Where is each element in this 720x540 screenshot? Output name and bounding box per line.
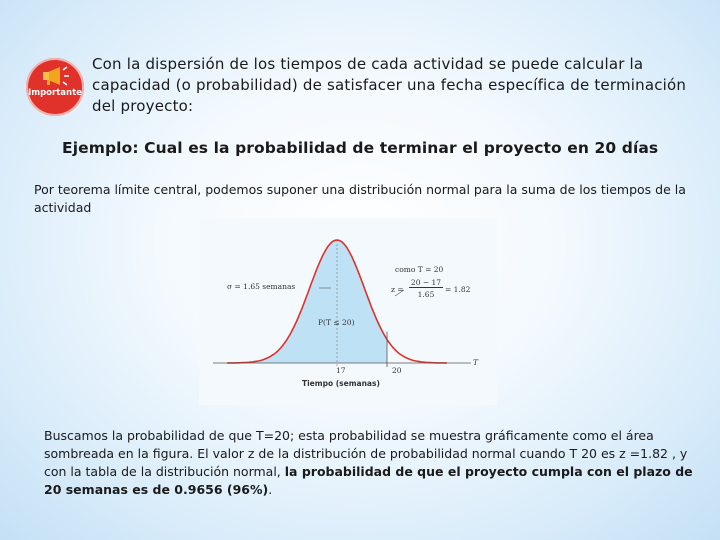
conclusion-body: Buscamos la probabilidad de que T=20; esta probabilidad se muestra gráficamente como el área sombreada en la figura. El valor z de la distribución de probabilidad normal cuando T 20 es z =1.82 , y con la tabla de la distribución normal, <box>44 428 688 479</box>
z-denominator: 1.65 <box>417 290 435 299</box>
intro-text: Con la dispersión de los tiempos de cada actividad se puede calcular la capacidad (o probabilidad) de satisfacer una fecha específica de terminación del proyecto: <box>92 55 687 115</box>
tick-mean: 17 <box>336 366 346 375</box>
importante-badge <box>26 58 84 116</box>
normal-curve-plot <box>199 218 497 405</box>
z-result: = 1.82 <box>445 285 471 294</box>
z-prefix: z = <box>391 285 404 294</box>
badge-label: Importante <box>28 88 82 98</box>
conclusion-bold: la probabilidad de que el proyecto cumpla con el plazo de 20 semanas es de 0.9656 (96%) <box>44 464 693 497</box>
z-numerator: 20 − 17 <box>410 278 442 287</box>
theorem-text: Por teorema límite central, podemos suponer una distribución normal para la suma de los tiempos de la actividad <box>34 182 686 215</box>
sigma-label: σ = 1.65 semanas <box>227 282 296 291</box>
conclusion-end: . <box>268 482 273 497</box>
axis-variable: T <box>473 358 479 367</box>
example-title: Ejemplo: Cual es la probabilidad de terminar el proyecto en 20 días <box>62 139 659 157</box>
conclusion-text <box>44 427 704 499</box>
shaded-area <box>227 240 387 363</box>
probability-label: P(T ≤ 20) <box>318 318 355 327</box>
axis-title: Tiempo (semanas) <box>302 379 380 388</box>
megaphone-icon <box>26 58 84 116</box>
tick-t: 20 <box>392 366 402 375</box>
condition-label: como T = 20 <box>395 265 444 274</box>
normal-distribution-figure <box>199 218 497 405</box>
